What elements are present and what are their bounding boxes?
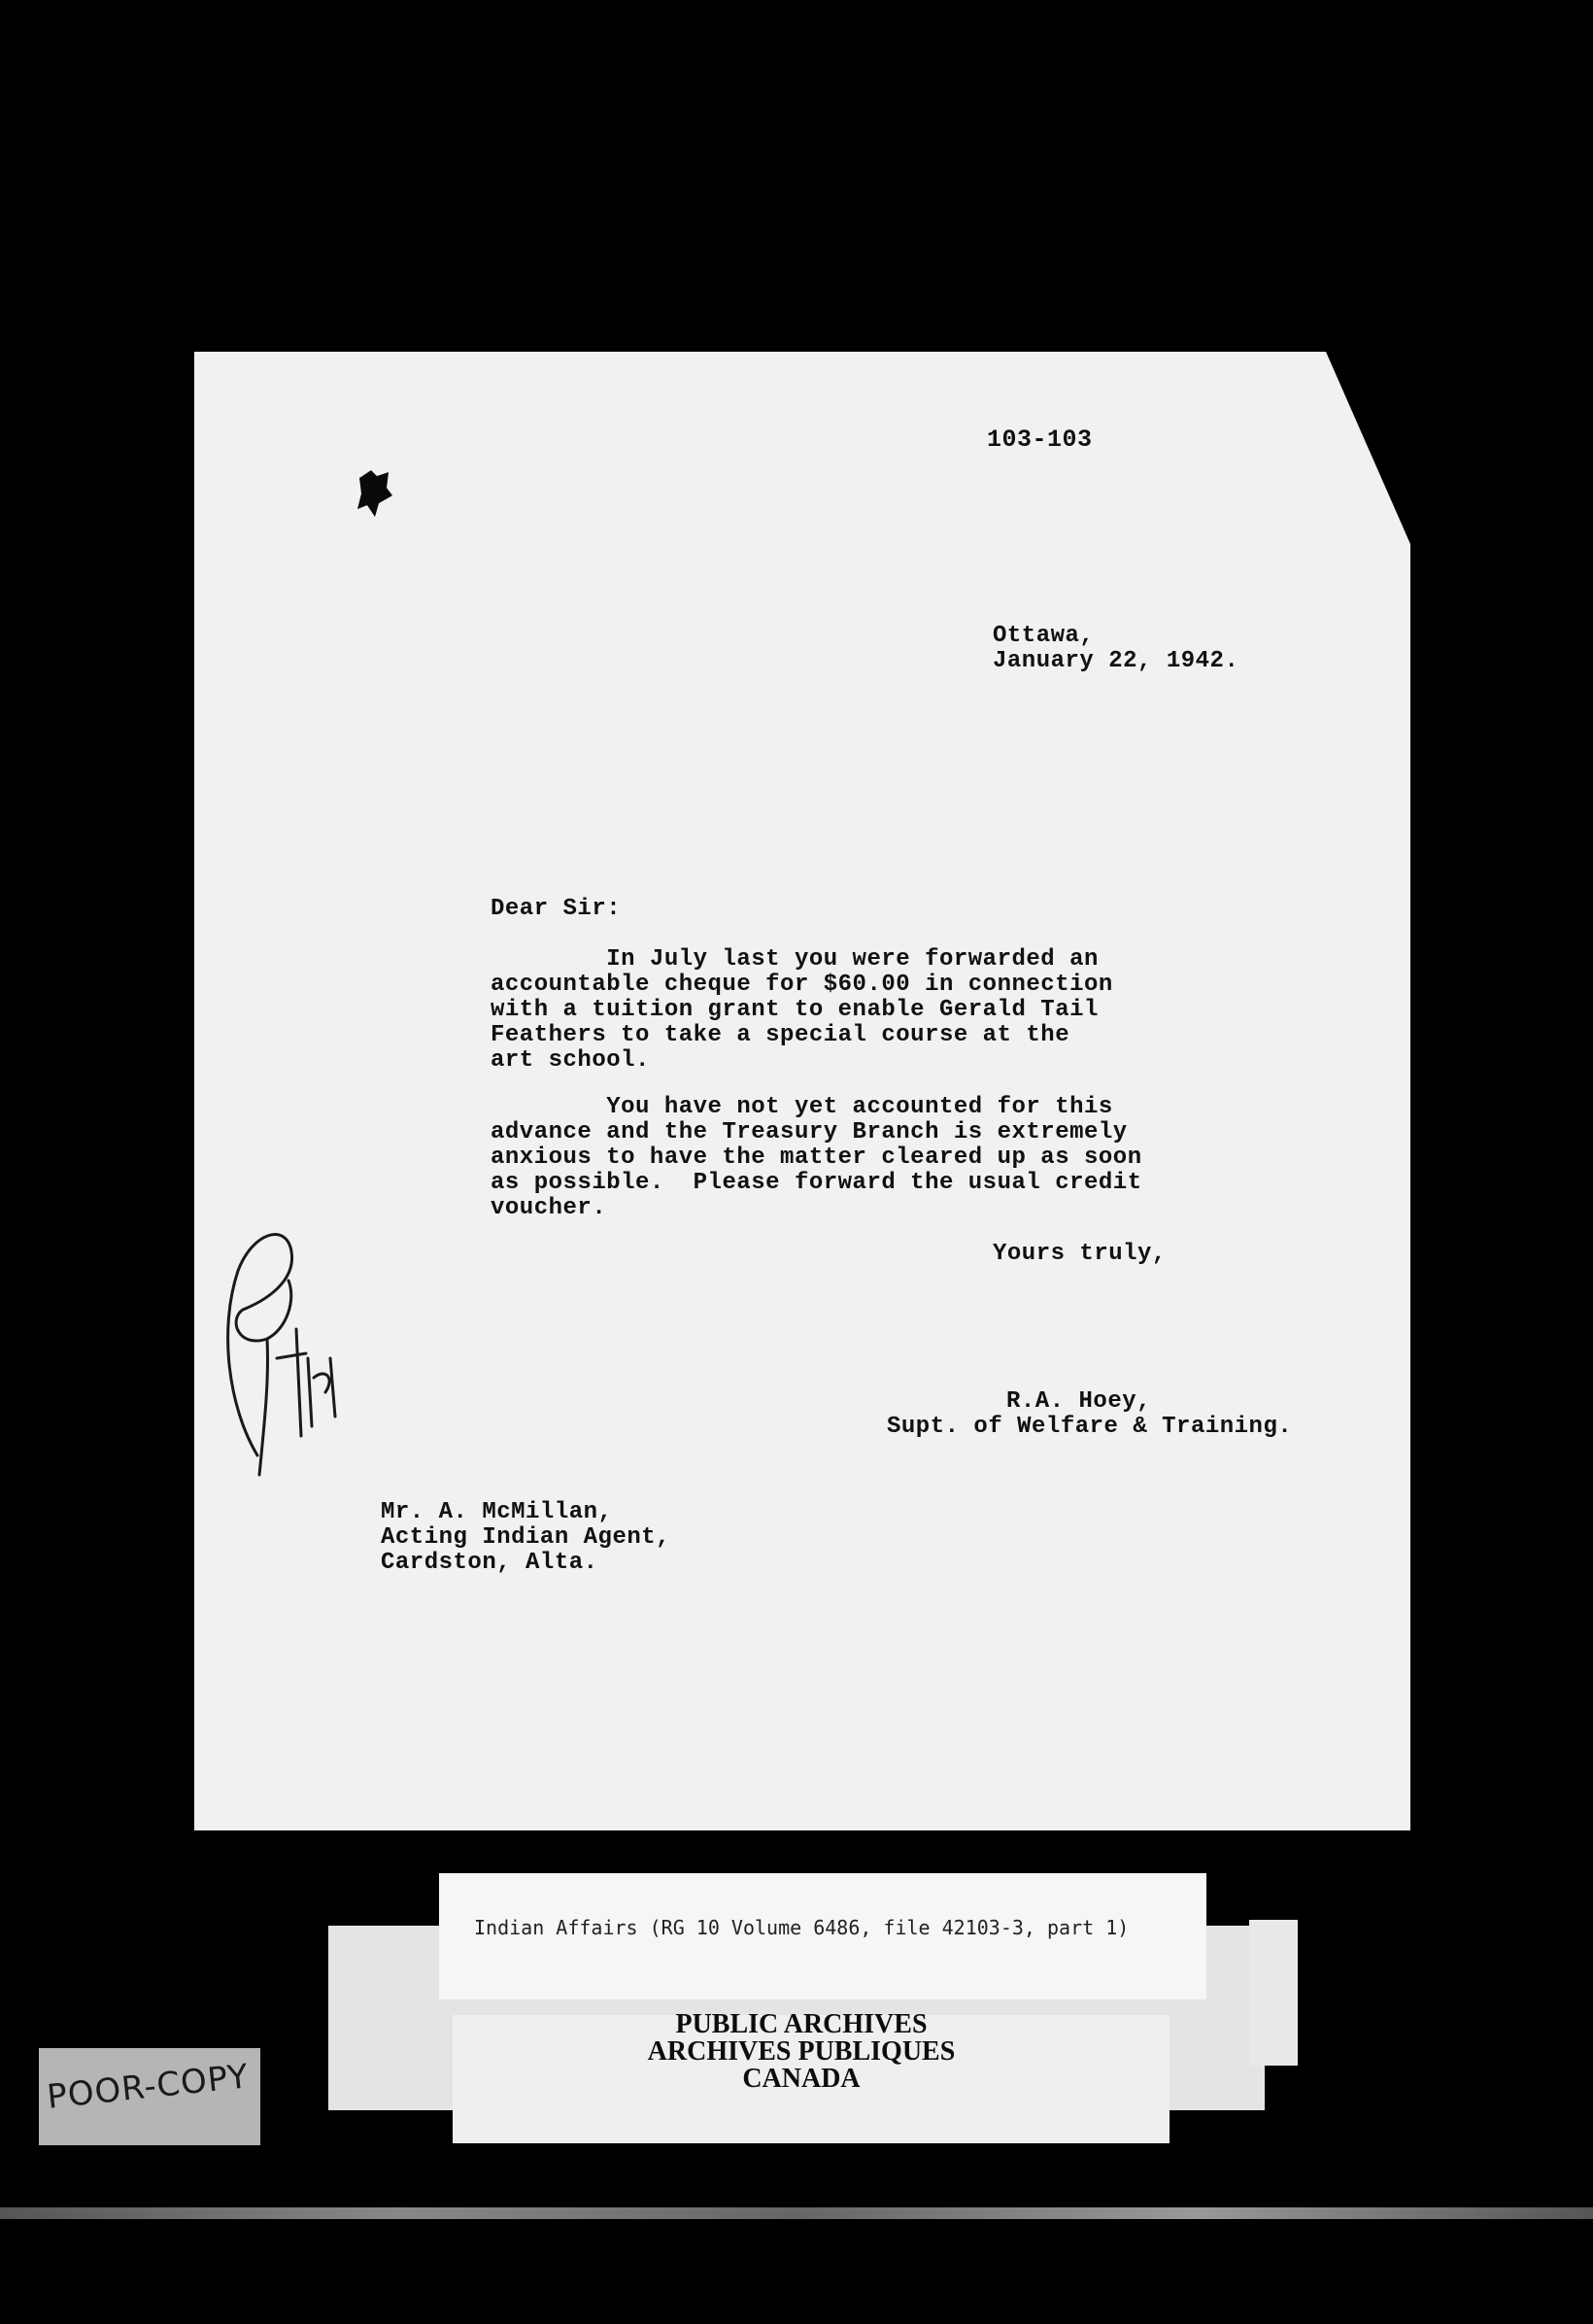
paragraph-2: You have not yet accounted for this advance and the Treasury Branch is extremely anxious to have the matter cleared up as soon as possible. Please forward the usual credit voucher. [491,1094,1142,1221]
letter-date: January 22, 1942. [993,648,1239,674]
file-reference: 103-103 [987,426,1093,454]
signature-name: R.A. Hoey, [1006,1388,1152,1415]
archive-stamp-line: ARCHIVES PUBLIQUES [647,2036,956,2067]
signature-title: Supt. of Welfare & Training. [887,1414,1293,1440]
archive-stamp-line: PUBLIC ARCHIVES [675,2009,928,2039]
paragraph-1: In July last you were forwarded an accountable cheque for $60.00 in connection with a tuition grant to enable Gerald Tail Feathers to take a special course at the art school. [491,946,1113,1074]
address-line: Cardston, Alta. [381,1550,598,1576]
handwritten-initials [199,1213,355,1504]
archive-label-tab [1249,1920,1298,2066]
archive-stamp-line: CANADA [742,2064,861,2094]
ink-blot-mark [354,466,396,521]
closing: Yours truly, [993,1241,1167,1267]
address-line: Mr. A. McMillan, [381,1499,613,1525]
poor-copy-text: POOR-COPY [45,2057,252,2117]
salutation: Dear Sir: [491,896,622,922]
archive-reference-text: Indian Affairs (RG 10 Volume 6486, file 42103-3, part 1) [474,1916,1130,1939]
letter-page [194,352,1410,1830]
letter-city: Ottawa, [993,623,1095,649]
address-line: Acting Indian Agent, [381,1524,671,1551]
film-edge [0,2207,1593,2219]
